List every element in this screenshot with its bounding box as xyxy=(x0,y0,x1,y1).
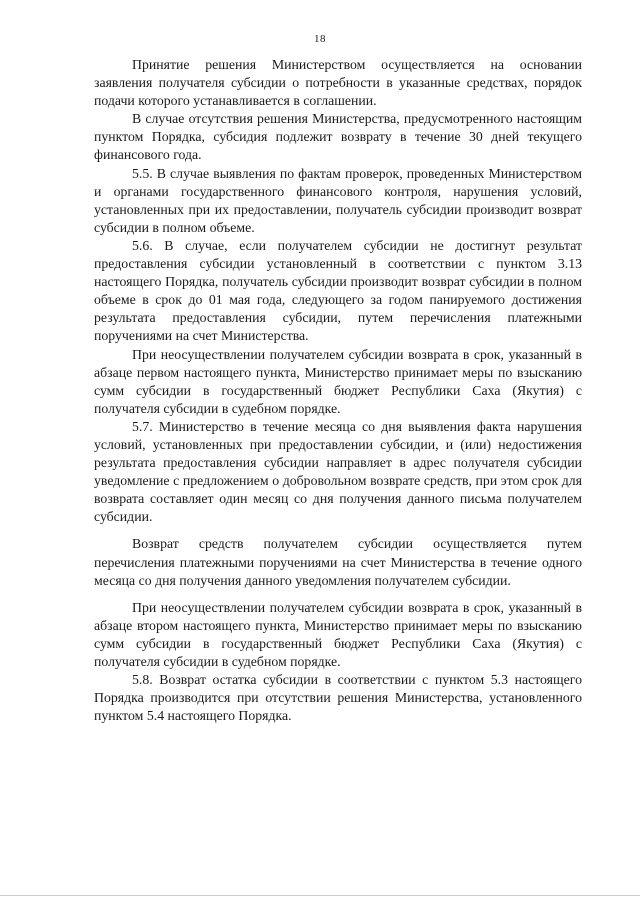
paragraph-decision-basis: Принятие решения Министерством осуществляется на основании заявления получателя субсидии о потребности в указанные средствах, порядок подачи которого устанавливается в соглашении. xyxy=(94,57,582,109)
paragraph-5-7: 5.7. Министерство в течение месяца со дня выявления факта нарушения условий, установленных при предоставлении субсидии, и (или) недостижения результата предоставления субсидии направляет в адрес получателя субсидии уведомление с предложением о добровольном возврате средств, при этом срок для возврата составляет один месяц со дня получения данного письма получателем субсидии. xyxy=(94,418,582,525)
paragraph-5-5: 5.5. В случае выявления по фактам проверок, проведенных Министерством и органами государственного финансового контроля, нарушения условий, установленных при их предоставлении, получатель субсидии производит возврат субсидии в полном объеме. xyxy=(94,165,582,235)
paragraph-5-6-enforcement: При неосуществлении получателем субсидии возврата в срок, указанный в абзаце первом настоящего пункта, Министерство принимает меры по взысканию сумм субсидии в государственный бюджет Республики Саха (Якутия) с получателя субсидии в судебном порядке. xyxy=(94,346,582,416)
page-number: 18 xyxy=(314,33,326,45)
paragraph-5-7-enforcement: При неосуществлении получателем субсидии возврата в срок, указанный в абзаце втором настоящего пункта, Министерство принимает меры по взысканию сумм субсидии в государственный бюджет Республики Саха (Якутия) с получателя субсидии в судебном порядке. xyxy=(94,599,582,669)
paragraph-5-8: 5.8. Возврат остатка субсидии в соответствии с пунктом 5.3 настоящего Порядка производится при отсутствии решения Министерства, установленного пунктом 5.4 настоящего Порядка. xyxy=(94,672,582,724)
paragraph-no-decision-return: В случае отсутствия решения Министерства, предусмотренного настоящим пунктом Порядка, субсидия подлежит возврату в течение 30 дней текущего финансового года. xyxy=(94,111,582,163)
paragraph-5-7-return-procedure: Возврат средств получателем субсидии осуществляется путем перечисления платежными поручениями на счет Министерства в течение одного месяца со дня получения данного уведомления получателем субсидии. xyxy=(94,536,582,588)
page-bottom-divider xyxy=(0,895,640,896)
paragraph-5-6: 5.6. В случае, если получателем субсидии не достигнут результат предоставления субсидии установленный в соответствии с пунктом 3.13 настоящего Порядка, получатель субсидии производит возврат субсидии в полном объеме в срок до 01 мая года, следующего за годом панируемого достижения результата предоставления субсидии, путем перечисления платежными поручениями на счет Министерства. xyxy=(94,237,582,344)
document-body xyxy=(94,56,582,725)
